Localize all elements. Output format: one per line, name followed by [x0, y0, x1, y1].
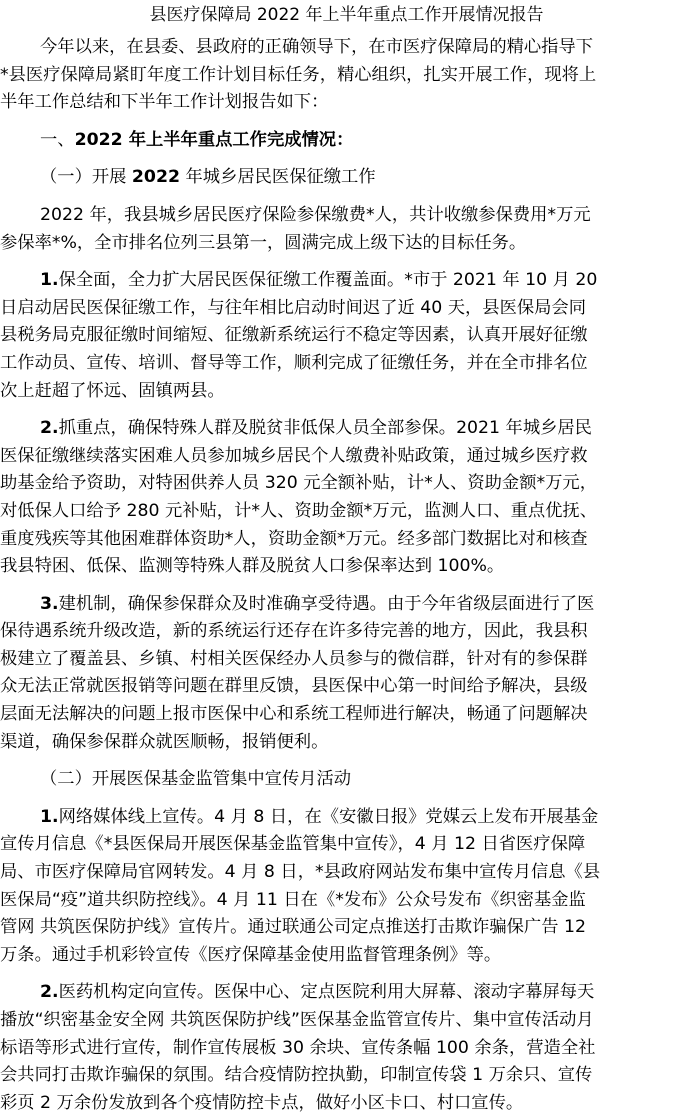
item3-line-1	[0, 591, 693, 619]
item1-line-3: 县税务局克服征缴时间缩短、征缴新系统运行不稳定等因素，认真开展好征缴	[0, 325, 588, 346]
item2-line-4: 对低保人口给予 280 元补贴，计*人、资助金额*万元，监测人口、重点优抚、	[0, 500, 597, 521]
item3-line-2: 保待遇系统升级改造，新的系统运行还存在许多待完善的地方，因此，我县积	[0, 621, 588, 642]
subsection-2-heading: （二）开展医保基金监管集中宣传月活动	[40, 769, 352, 790]
item2-line-1	[0, 415, 693, 443]
item4-number: 1.	[40, 806, 59, 827]
subsection-1-suffix: 年城乡居民医保征缴工作	[180, 167, 376, 188]
intro-paragraph	[0, 34, 693, 117]
intro-line-2: *县医疗保障局紧盯年度工作计划目标任务，精心组织，扎实开展工作，现将上	[0, 64, 597, 85]
item-institution-promotion	[0, 979, 693, 1117]
item5-line-5: 彩页 2 万余份发放到各个疫情防控卡点，做好小区卡口、村口宣传。	[0, 1092, 524, 1113]
item4-line-5: 管网 共筑医保防护线》宣传片。通过联通公司定点推送打击欺诈骗保广告 12	[0, 917, 586, 938]
item1-text-1: 保全面，全力扩大居民医保征缴工作覆盖面。*市于 2021 年 10 月 20	[58, 270, 598, 291]
item-special-groups	[0, 415, 693, 581]
section-1-prefix: 一、	[40, 129, 75, 150]
document-title: 县医疗保障局 2022 年上半年重点工作开展情况报告	[149, 5, 544, 25]
item4-line-6: 万条。通过手机彩铃宣传《医疗保障基金使用监督管理条例》等。	[0, 944, 502, 965]
item5-line-1	[0, 979, 693, 1007]
item-coverage	[0, 267, 693, 405]
paragraph-collection-summary	[0, 202, 693, 257]
item2-line-5: 重度残疾等其他困难群体资助*人，资助金额*万元。经多部门数据比对和核查	[0, 528, 588, 549]
item-mechanism	[0, 591, 693, 757]
item2-line-6: 我县特困、低保、监测等特殊人群及脱贫人口参保率达到 100%。	[0, 556, 505, 577]
item3-line-3: 极建立了覆盖县、乡镇、村相关医保经办人员参与的微信群，针对有的参保群	[0, 648, 588, 669]
item2-line-3: 助基金给予资助，对特困供养人员 320 元全额补贴，计*人、资助金额*万元，	[0, 473, 597, 494]
item4-line-4: 医保局“疫”道共织防控线》。4 月 11 日在《*发布》公众号发布《织密基金监	[0, 889, 586, 910]
section-1-heading	[0, 127, 693, 155]
subsection-1-heading	[0, 164, 693, 192]
item5-line-2: 播放“织密基金安全网 共筑医保防护线”医保基金监管宣传片、集中宣传活动月	[0, 1010, 594, 1030]
item5-line-4: 会共同打击欺诈骗保的氛围。结合疫情防控执勤，印制宣传袋 1 万余只、宣传	[0, 1065, 593, 1086]
item2-number: 2.	[40, 418, 59, 439]
item5-line-3: 标语等形式进行宣传，制作宣传展板 30 余块、宣传条幅 100 余条，营造全社	[0, 1037, 596, 1058]
item3-text-1: 建机制，确保参保群众及时准确享受待遇。由于今年省级层面进行了医	[58, 593, 595, 614]
item3-line-5: 层面无法解决的问题上报市医保中心和系统工程师进行解决，畅通了问题解决	[0, 704, 588, 725]
p1-line-2: 参保率*%，全市排名位列三县第一，圆满完成上级下达的目标任务。	[0, 232, 527, 253]
item1-line-5: 次上赶超了怀远、固镇两县。	[0, 380, 225, 401]
item2-text-1: 抓重点，确保特殊人群及脱贫非低保人员全部参保。2021 年城乡居民	[58, 418, 592, 439]
item1-line-2: 日启动居民医保征缴工作，与往年相比启动时间迟了近 40 天，县医保局会同	[0, 297, 586, 318]
item1-line-1	[0, 267, 693, 295]
item5-text-1: 医药机构定向宣传。医保中心、定点医院利用大屏幕、滚动字幕屏每天	[58, 982, 595, 1003]
subsection-1-prefix: （一）开展	[40, 167, 132, 188]
item2-line-2: 医保征缴继续落实困难人员参加城乡居民个人缴费补贴政策，通过城乡医疗救	[0, 445, 588, 466]
item4-text-1: 网络媒体线上宣传。4 月 8 日，在《安徽日报》党媒云上发布开展基金	[58, 806, 599, 827]
section-1-bold: 2022 年上半年重点工作完成情况：	[74, 129, 354, 150]
item1-number: 1.	[40, 270, 59, 291]
p1-line-1: 2022 年，我县城乡居民医疗保险参保缴费*人，共计收缴参保费用*万元	[40, 204, 591, 225]
item4-line-1	[0, 804, 693, 832]
item1-line-4: 工作动员、宣传、培训、督导等工作，顺利完成了征缴任务，并在全市排名位	[0, 352, 588, 373]
intro-line-1: 今年以来，在县委、县政府的正确领导下，在市医疗保障局的精心指导下	[40, 37, 594, 57]
intro-line-3: 半年工作总结和下半年工作计划报告如下：	[0, 92, 329, 113]
item4-line-3: 局、市医疗保障局官网转发。4 月 8 日，*县政府网站发布集中宣传月信息《县	[0, 862, 601, 883]
item-online-promotion	[0, 804, 693, 970]
item4-line-2: 宣传月信息《*县医保局开展医保基金监管集中宣传》，4 月 12 日省医疗保障	[0, 834, 586, 855]
subsection-1-year: 2022	[131, 167, 181, 188]
item5-number: 2.	[40, 982, 59, 1003]
item3-number: 3.	[40, 593, 59, 614]
item3-line-4: 众无法正常就医报销等问题在群里反馈，县医保中心第一时间给予解决，县级	[0, 676, 588, 697]
item3-line-6: 渠道，确保参保群众就医顺畅，报销便利。	[0, 731, 329, 752]
